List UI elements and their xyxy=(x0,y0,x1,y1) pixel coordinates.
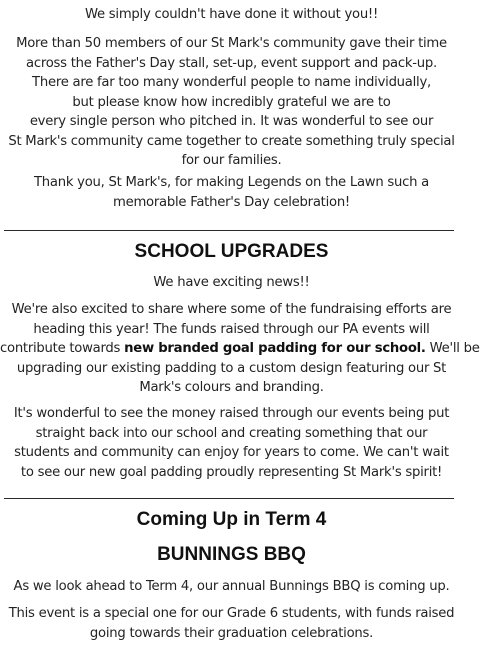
school-upgrades-intro-block xyxy=(0,273,463,293)
upgrades-line: straight back into our school and creating something that our xyxy=(35,425,428,441)
term4-line: This event is a special one for our Grade 6 students, with funds raised xyxy=(8,606,455,621)
term4-paragraph-2 xyxy=(0,604,463,643)
upgrades-line: We're also excited to share where some of the fundraising efforts are xyxy=(11,302,452,317)
section-divider xyxy=(4,498,454,499)
school-upgrades-paragraph-1 xyxy=(0,300,480,398)
thanks-members-line: but please know how incredibly grateful we are to xyxy=(72,94,391,110)
upgrades-line: It's wonderful to see the money raised through our events being put xyxy=(13,406,450,421)
school-upgrades-intro: We have exciting news!! xyxy=(153,275,310,290)
thanks-members-line: More than 50 members of our St Mark's community gave their time xyxy=(16,36,447,51)
term4-line: going towards their graduation celebrations. xyxy=(89,625,374,641)
section-divider xyxy=(4,230,454,231)
school-upgrades-paragraph-2 xyxy=(0,404,463,482)
term4-intro: As we look ahead to Term 4, our annual Bunnings BBQ is coming up. xyxy=(13,579,450,594)
thanks-opening: We simply couldn't have done it without you!! xyxy=(84,7,379,22)
thanks-members-line: St Mark's community came together to create something truly special xyxy=(8,133,455,149)
term4-heading-block xyxy=(0,508,463,532)
bunnings-heading: BUNNINGS BBQ xyxy=(157,544,306,565)
thanks-members-paragraph xyxy=(0,34,463,171)
bunnings-heading-block xyxy=(0,543,463,567)
thanks-closing-paragraph xyxy=(0,173,463,212)
thanks-members-line: across the Father's Day stall, set-up, event support and pack-up. xyxy=(26,55,437,71)
thanks-opening-block xyxy=(0,5,463,25)
thanks-closing-line: Thank you, St Mark's, for making Legends on the Lawn such a xyxy=(34,175,429,190)
thanks-members-line: every single person who pitched in. It was wonderful to see our xyxy=(29,114,434,129)
goal-padding-highlight: new branded goal padding for our school. xyxy=(124,341,426,356)
school-upgrades-heading: SCHOOL UPGRADES xyxy=(134,241,329,262)
term4-paragraph-1 xyxy=(0,577,463,597)
upgrades-line: to see our new goal padding proudly representing St Mark's spirit! xyxy=(20,464,443,480)
upgrades-line-with-highlight xyxy=(0,339,480,359)
term4-heading: Coming Up in Term 4 xyxy=(136,509,327,530)
upgrades-line-suffix: We'll be xyxy=(425,341,480,356)
upgrades-line: Mark's colours and branding. xyxy=(139,380,324,395)
upgrades-line: students and community can enjoy for years to come. We can't wait xyxy=(14,445,449,460)
thanks-closing-line: memorable Father's Day celebration! xyxy=(113,194,350,210)
upgrades-line-prefix: contribute towards xyxy=(0,341,125,356)
upgrades-line: upgrading our existing padding to a custom design featuring our St xyxy=(16,360,447,376)
thanks-members-line: for our families. xyxy=(181,153,282,168)
school-upgrades-heading-block xyxy=(0,240,463,264)
upgrades-line: heading this year! The funds raised through our PA events will xyxy=(33,321,430,337)
thanks-members-line: There are far too many wonderful people to name individually, xyxy=(32,75,431,90)
